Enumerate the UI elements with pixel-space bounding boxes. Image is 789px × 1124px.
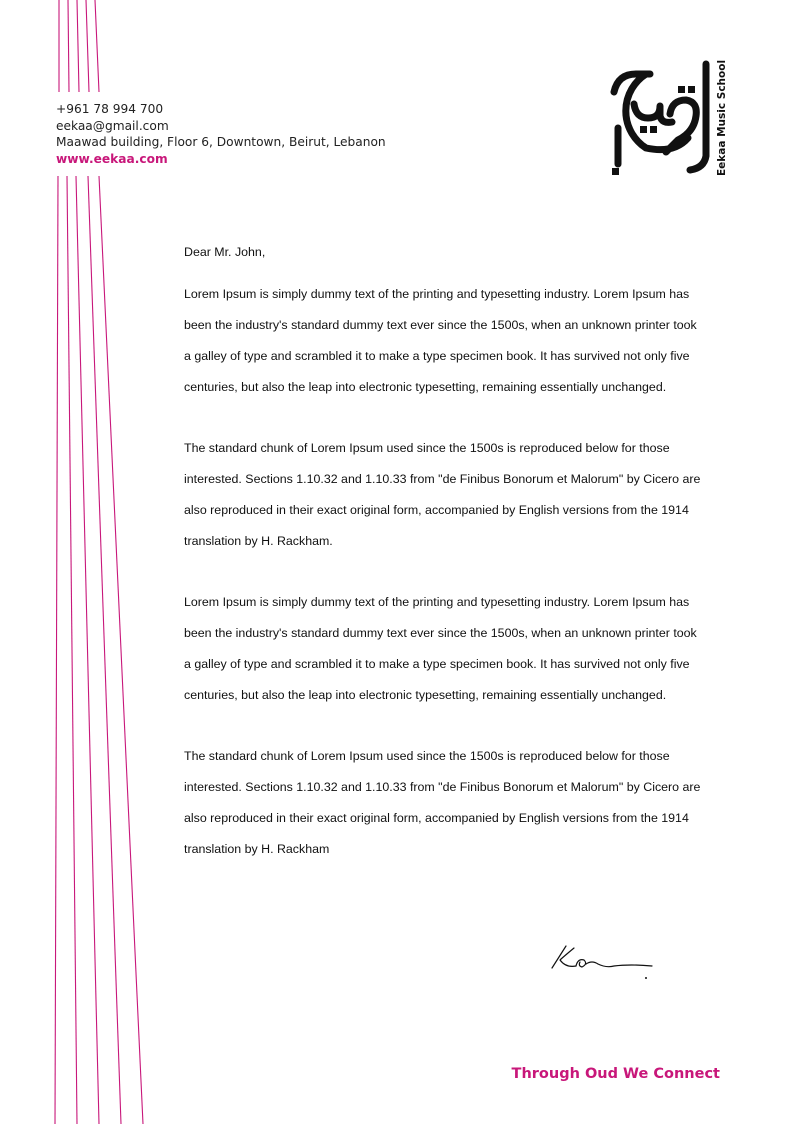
paragraph-line: been the industry's standard dummy text ever since the 1500s, when an unknown printer took [184,318,697,332]
oud-strings-decoration [0,0,160,1124]
paragraph-3 [184,587,744,711]
footer-tagline: Through Oud We Connect [511,1066,720,1082]
paragraph-line: centuries, but also the leap into electronic typesetting, remaining essentially unchanged. [184,380,667,394]
paragraph-line: translation by H. Rackham [184,842,330,856]
email-address: eekaa@gmail.com [56,118,169,133]
paragraph-line: also reproduced in their exact original form, accompanied by English versions from the 1914 [184,503,689,517]
string-1 [55,176,58,1124]
paragraph-line: a galley of type and scrambled it to make a type specimen book. It has survived not only five [184,349,690,363]
paragraph-1 [184,279,744,403]
paragraph-line: interested. Sections 1.10.32 and 1.10.33 from "de Finibus Bonorum et Malorum" by Cicero are [184,472,701,486]
handwritten-signature [548,938,658,988]
string-top-5 [95,0,99,92]
paragraph-line: The standard chunk of Lorem Ipsum used since the 1500s is reproduced below for those [184,441,670,455]
postal-address: Maawad building, Floor 6, Downtown, Beirut, Lebanon [56,135,386,149]
paragraph-line: The standard chunk of Lorem Ipsum used since the 1500s is reproduced below for those [184,749,670,763]
paragraph-line: been the industry's standard dummy text ever since the 1500s, when an unknown printer took [184,626,697,640]
string-top-4 [86,0,89,92]
letter-body [184,242,744,895]
paragraph-line: also reproduced in their exact original form, accompanied by English versions from the 1914 [184,811,689,825]
string-2 [67,176,77,1124]
string-3 [76,176,99,1124]
paragraph-line: centuries, but also the leap into electronic typesetting, remaining essentially unchanged. [184,688,667,702]
string-5 [99,176,143,1124]
contact-block [56,101,386,167]
paragraph-line: interested. Sections 1.10.32 and 1.10.33 from "de Finibus Bonorum et Malorum" by Cicero are [184,780,701,794]
string-4 [88,176,121,1124]
paragraph-4 [184,741,744,865]
string-top-2 [68,0,69,92]
phone-number: +961 78 994 700 [56,102,164,116]
greeting: Dear Mr. John, [184,245,266,259]
paragraph-line: Lorem Ipsum is simply dummy text of the printing and typesetting industry. Lorem Ipsum has [184,595,690,609]
paragraph-line: translation by H. Rackham. [184,534,333,548]
website-link[interactable]: www.eekaa.com [56,151,168,166]
logo-wordmark: Eekaa Music School [716,59,728,176]
paragraph-line: a galley of type and scrambled it to make a type specimen book. It has survived not only five [184,657,690,671]
eekaa-logo [586,56,736,181]
paragraph-2 [184,433,744,557]
string-top-3 [77,0,79,92]
paragraph-line: Lorem Ipsum is simply dummy text of the printing and typesetting industry. Lorem Ipsum has [184,287,690,301]
